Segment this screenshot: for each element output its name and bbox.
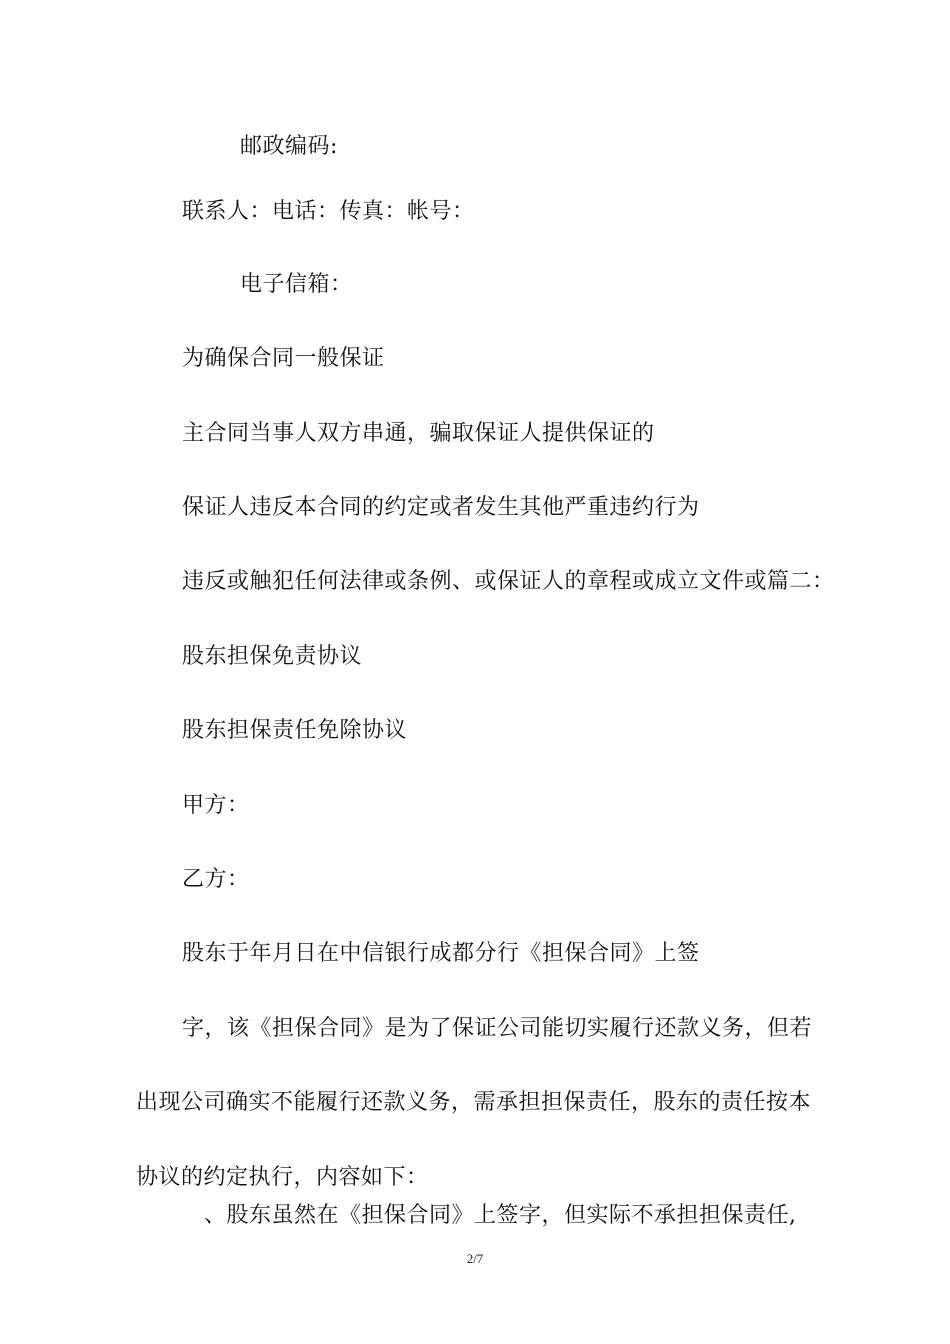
text-line: 为确保合同一般保证 [182,346,385,371]
text-line-postal-code: 邮政编码: [240,134,338,159]
section-heading: 股东担保免责协议 [182,644,363,669]
text-line-email: 电子信箱： [240,272,353,297]
text-line: 保证人违反本合同的约定或者发生其他严重违约行为 [182,495,700,520]
body-paragraph-line: 字，该《担保合同》是为了保证公司能切实履行还款义务，但若 [182,1016,813,1041]
document-title: 股东担保责任免除协议 [182,718,408,743]
text-line-contact-info: 联系人：电话：传真：帐号： [182,199,475,224]
party-b-label: 乙方： [182,867,250,892]
body-paragraph-line: 出现公司确实不能履行还款义务，需承担担保责任，股东的责任按本 [136,1090,812,1115]
text-line: 违反或触犯任何法律或条例、或保证人的章程或成立文件或篇二： [182,569,835,594]
page-number: 2/7 [466,1251,484,1266]
party-a-label: 甲方： [182,793,250,818]
body-paragraph-line: 股东于年月日在中信银行成都分行《担保合同》上签 [182,941,700,966]
body-paragraph-line: 协议的约定执行，内容如下： [136,1165,429,1190]
clause-line: 、股东虽然在《担保合同》上签字，但实际不承担担保责任, [204,1203,797,1228]
text-line: 主合同当事人双方串通，骗取保证人提供保证的 [182,421,655,446]
